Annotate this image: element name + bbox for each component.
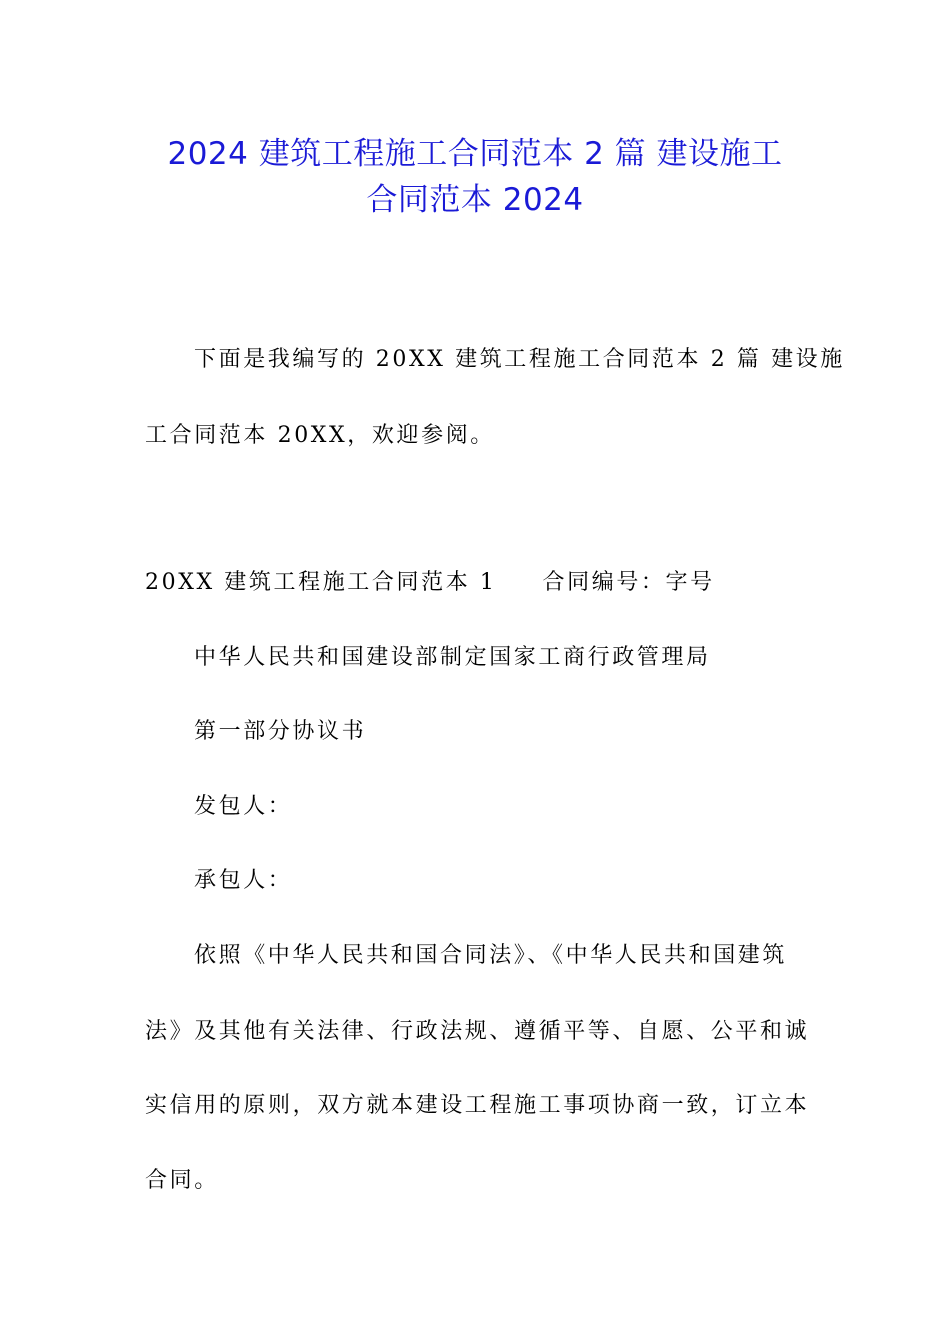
basis-line-1: 依照《中华人民共和国合同法》、《中华人民共和国建筑 (194, 943, 788, 968)
basis-line-2: 法》及其他有关法律、行政法规、遵循平等、自愿、公平和诚 (145, 1019, 810, 1044)
contractor-line: 承包人： (194, 868, 293, 893)
document-title-line-1: 2024 建筑工程施工合同范本 2 篇 建设施工 (167, 136, 783, 172)
basis-line-4: 合同。 (145, 1168, 219, 1193)
contract-number: 合同编号：字号 (542, 570, 715, 595)
contract-heading (145, 568, 715, 598)
intro-line-1: 下面是我编写的 20XX 建筑工程施工合同范本 2 篇 建设施 (194, 347, 845, 372)
contract-heading-name: 20XX 建筑工程施工合同范本 1 (145, 570, 497, 595)
employer-line: 发包人： (194, 794, 293, 819)
intro-line-2: 工合同范本 20XX，欢迎参阅。 (145, 423, 495, 448)
basis-line-3: 实信用的原则，双方就本建设工程施工事项协商一致，订立本 (145, 1093, 810, 1118)
document-title-line-2: 合同范本 2024 (366, 182, 584, 218)
issuer-line: 中华人民共和国建设部制定国家工商行政管理局 (194, 645, 711, 670)
part-one-heading: 第一部分协议书 (194, 719, 367, 744)
